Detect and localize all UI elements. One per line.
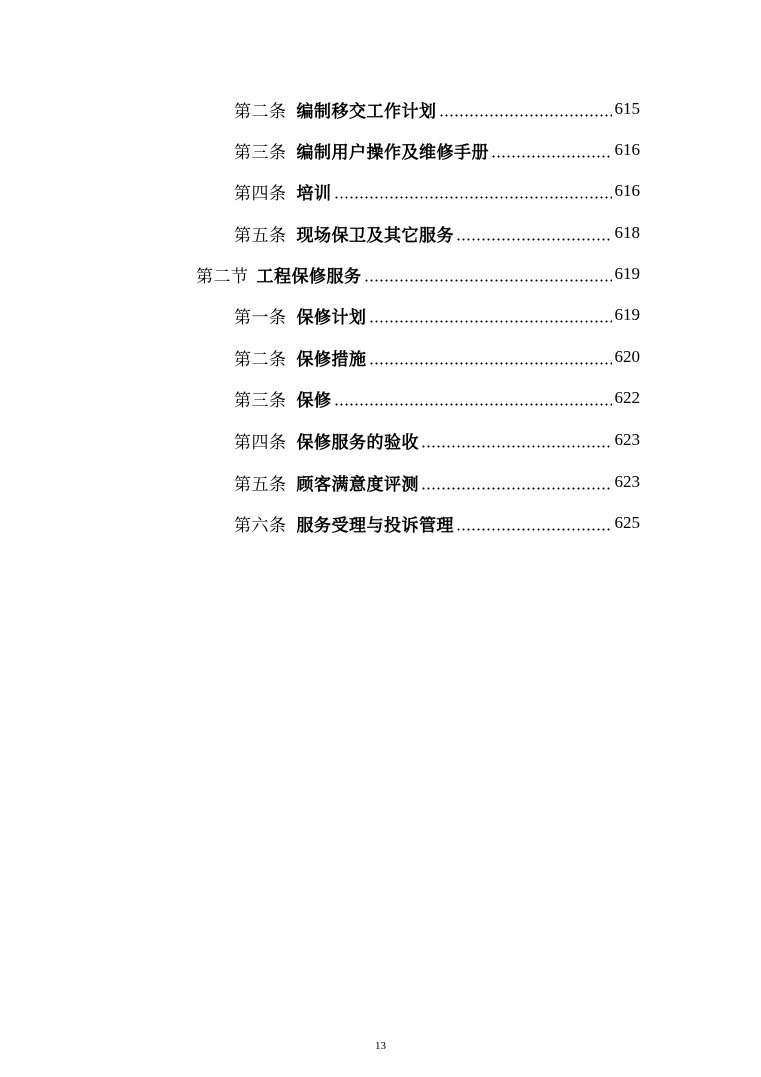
toc-entry-section[interactable] xyxy=(196,257,640,291)
dot-leader xyxy=(364,265,612,282)
toc-entry-page: 620 xyxy=(614,347,640,366)
toc-entry-page: 615 xyxy=(614,99,640,118)
toc-entry[interactable] xyxy=(234,133,640,167)
toc-entry-number: 第三条 xyxy=(234,390,287,411)
dot-leader xyxy=(439,100,612,117)
dot-leader xyxy=(421,431,612,448)
toc-entry-page: 625 xyxy=(614,513,640,532)
toc-entry[interactable] xyxy=(234,381,640,415)
toc-entry-title: 现场保卫及其它服务 xyxy=(296,225,454,246)
toc-entry-title: 服务受理与投诉管理 xyxy=(296,515,454,536)
toc-entry[interactable] xyxy=(234,216,640,250)
toc-entry-number: 第二条 xyxy=(234,101,287,122)
toc-entry-title: 保修计划 xyxy=(296,307,367,328)
toc-entry-number: 第一条 xyxy=(234,307,287,328)
toc-entry-page: 619 xyxy=(614,264,640,283)
dot-leader xyxy=(456,224,612,241)
toc-entry-title: 编制移交工作计划 xyxy=(296,101,437,122)
dot-leader xyxy=(369,348,612,365)
toc-entry-page: 618 xyxy=(614,223,640,242)
toc-entry-title: 保修措施 xyxy=(296,349,367,370)
dot-leader xyxy=(456,514,612,531)
toc-entry-number: 第四条 xyxy=(234,432,287,453)
toc-entry-page: 616 xyxy=(614,181,640,200)
toc-entry-number: 第二条 xyxy=(234,349,287,370)
page-number: 13 xyxy=(375,1040,386,1052)
toc-entry[interactable] xyxy=(234,465,640,499)
toc-entry-number: 第五条 xyxy=(234,474,287,495)
toc-entry-title: 工程保修服务 xyxy=(256,266,362,287)
toc-entry[interactable] xyxy=(234,506,640,540)
toc-entry-title: 编制用户操作及维修手册 xyxy=(296,142,489,163)
dot-leader xyxy=(334,182,612,199)
toc-entry-number: 第五条 xyxy=(234,225,287,246)
toc-entry-page: 616 xyxy=(614,140,640,159)
toc-entry[interactable] xyxy=(234,92,640,126)
toc-entry-page: 619 xyxy=(614,305,640,324)
dot-leader xyxy=(334,389,612,406)
dot-leader xyxy=(421,473,612,490)
dot-leader xyxy=(491,141,612,158)
toc-entry[interactable] xyxy=(234,174,640,208)
toc-entry-title: 顾客满意度评测 xyxy=(296,474,419,495)
toc-entry[interactable] xyxy=(234,298,640,332)
toc-entry[interactable] xyxy=(234,423,640,457)
toc-entry-page: 623 xyxy=(614,472,640,491)
toc-entry-title: 培训 xyxy=(296,183,332,204)
toc-entry-number: 第二节 xyxy=(196,266,249,287)
toc-entry-number: 第三条 xyxy=(234,142,287,163)
dot-leader xyxy=(369,306,612,323)
toc-entry[interactable] xyxy=(234,340,640,374)
toc-entry-page: 622 xyxy=(614,388,640,407)
toc-entry-title: 保修服务的验收 xyxy=(296,432,419,453)
toc-entry-title: 保修 xyxy=(296,390,332,411)
toc-entry-number: 第六条 xyxy=(234,515,287,536)
toc-entry-page: 623 xyxy=(614,430,640,449)
toc-entry-number: 第四条 xyxy=(234,183,287,204)
